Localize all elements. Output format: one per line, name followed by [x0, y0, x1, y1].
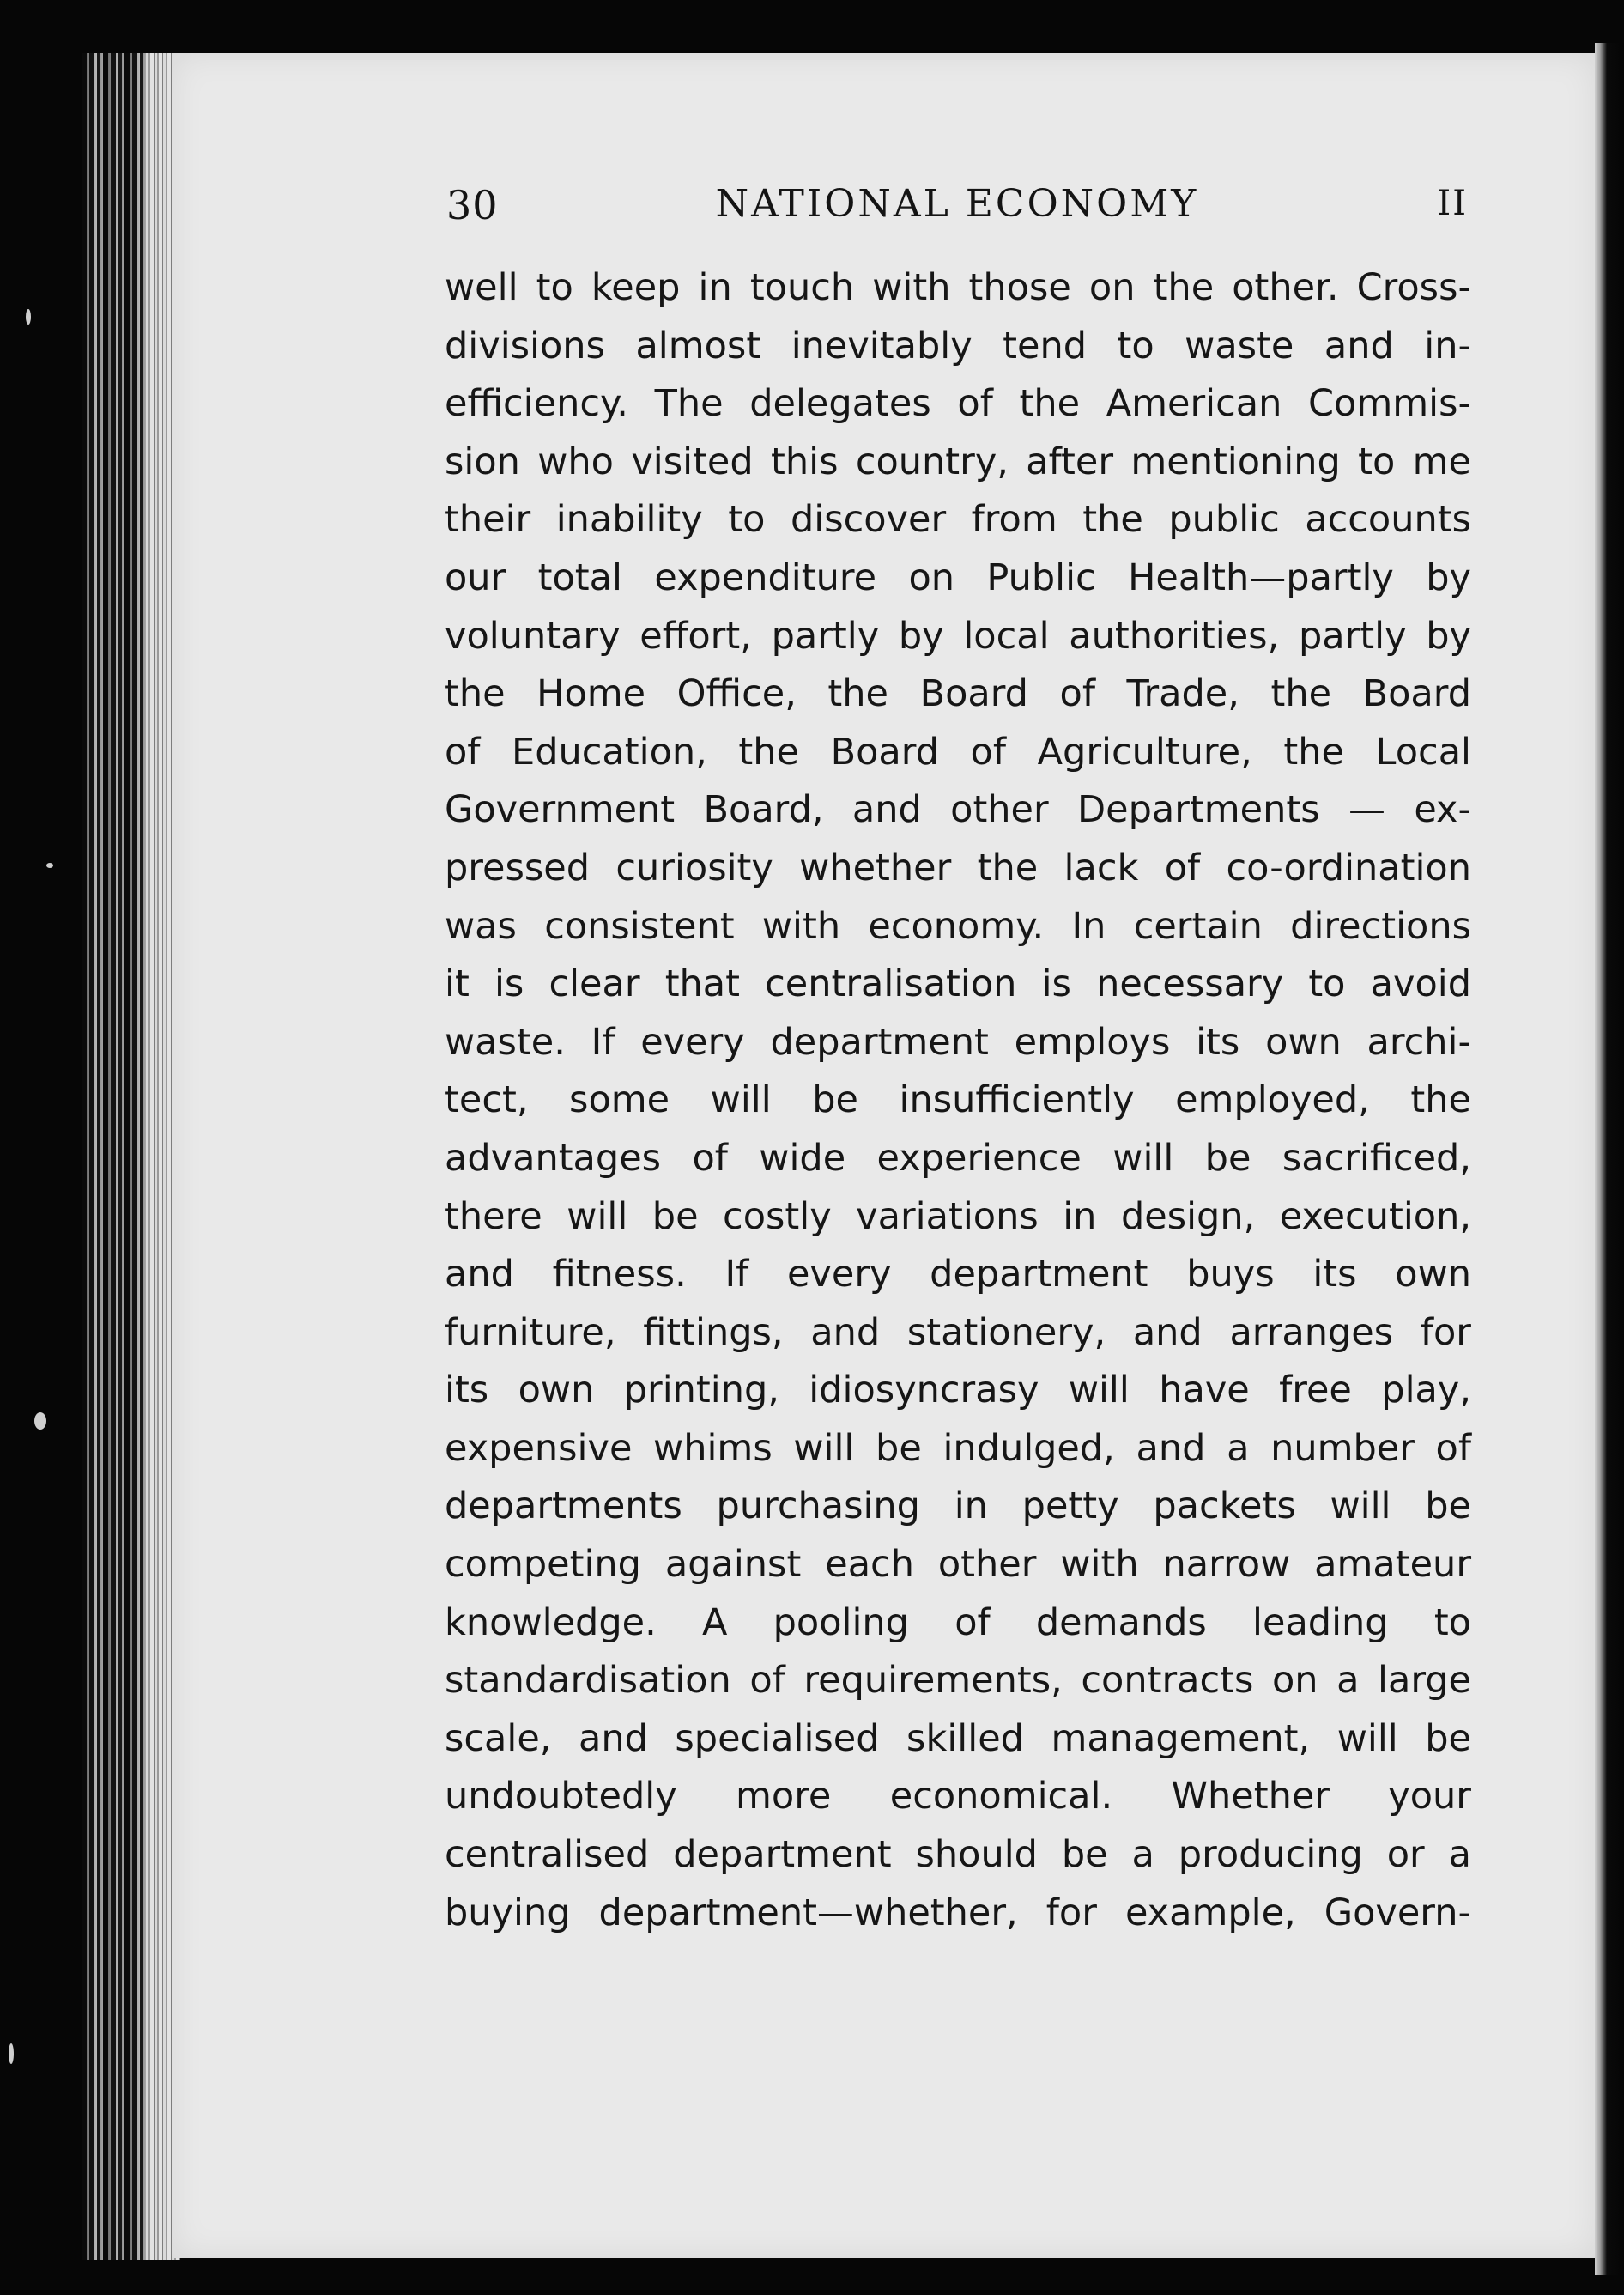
text-line: it is clear that centralisation is necessary to avoid — [445, 962, 1471, 1006]
text-line: competing against each other with narrow amateur — [445, 1543, 1471, 1587]
text-line: waste. If every department employs its own archi- — [445, 1020, 1471, 1064]
text-line: departments purchasing in petty packets will be — [445, 1484, 1471, 1528]
text-line: there will be costly variations in design, execution, — [445, 1194, 1471, 1238]
scan-speck — [34, 1412, 46, 1430]
text-line: buying department—whether, for example, Govern- — [445, 1891, 1471, 1934]
scan-speck — [9, 2043, 14, 2064]
text-line: centralised department should be a producing or a — [445, 1833, 1471, 1877]
text-line: pressed curiosity whether the lack of co-ordination — [445, 846, 1471, 889]
text-line: divisions almost inevitably tend to waste and in- — [445, 324, 1471, 367]
text-line: expensive whims will be indulged, and a number of — [445, 1426, 1471, 1470]
text-line: of Education, the Board of Agriculture, the Local — [445, 730, 1471, 774]
body-paragraph — [445, 259, 1471, 1942]
text-line: furniture, fittings, and stationery, and arranges for — [445, 1310, 1471, 1354]
text-line: Government Board, and other Departments — ex- — [445, 788, 1471, 832]
running-head — [446, 182, 1468, 234]
text-line: tect, some will be insufficiently employed, the — [445, 1078, 1471, 1122]
page-right-edge — [1595, 43, 1624, 2275]
scan-speck — [26, 309, 31, 325]
text-line: standardisation of requirements, contracts on a large — [445, 1659, 1471, 1703]
running-title: NATIONAL ECONOMY — [715, 182, 1199, 226]
text-line: knowledge. A pooling of demands leading to — [445, 1600, 1471, 1644]
text-line: efficiency. The delegates of the American Commis- — [445, 382, 1471, 426]
text-line: well to keep in touch with those on the other. Cross- — [445, 266, 1471, 309]
text-line: its own printing, idiosyncrasy will have free play, — [445, 1369, 1471, 1412]
scan-speck — [46, 863, 53, 868]
text-line: the Home Office, the Board of Trade, the Board — [445, 672, 1471, 716]
text-line: was consistent with economy. In certain directions — [445, 904, 1471, 948]
page-number: 30 — [446, 182, 499, 228]
text-line: scale, and specialised skilled management, will be — [445, 1716, 1471, 1760]
text-line: voluntary effort, partly by local authorities, partly by — [445, 614, 1471, 658]
text-line: sion who visited this country, after mentioning to me — [445, 440, 1471, 483]
text-line: advantages of wide experience will be sacrificed, — [445, 1136, 1471, 1180]
text-line: our total expenditure on Public Health—partly by — [445, 556, 1471, 599]
text-line: their inability to discover from the public accounts — [445, 498, 1471, 542]
text-line: and fitness. If every department buys its own — [445, 1253, 1471, 1296]
text-line: undoubtedly more economical. Whether your — [445, 1775, 1471, 1818]
chapter-number: II — [1437, 184, 1468, 223]
